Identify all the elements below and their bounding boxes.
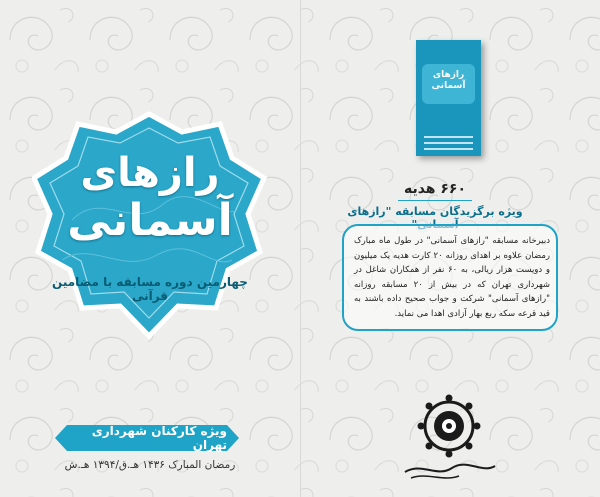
gift-count: ۶۶۰ هدیه: [403, 181, 467, 197]
book-caption-lines: [424, 136, 473, 154]
cover-date: رمضان المبارک ۱۴۳۶ هـ.ق/۱۳۹۴ هـ.ش: [64, 459, 236, 471]
cover-title: [40, 150, 260, 247]
spine-divider: [300, 0, 301, 497]
gift-divider: [398, 200, 472, 201]
book-thumbnail: [416, 40, 481, 156]
cover-subtitle: چهارمین دوره مسابقه با مضامین قرآنی: [52, 275, 248, 303]
book-title-line2: آسمانی: [431, 80, 466, 91]
book-title-line1: رازهای: [432, 70, 465, 80]
info-paragraph: دبیرخانه مسابقه "رازهای آسمانی" در طول ماه مبارک رمضان علاوه بر اهدای روزانه ۲۰ کارت هدیه یک میلیون و دویست هزار ریالی، به ۶۰ نفر از همکاران شاغل در شهرداری تهران که در بیش از ۲۰ مسابقه روزانه "رازهای آسمانی" شرکت و جواب صحیح داده باشند به قید قرعه سکه ربع بهار آزادی اهدا می نماید.: [354, 236, 551, 319]
audience-ribbon: ویژه کارکنان شهرداری تهران: [67, 425, 227, 451]
cover-title-line2: آسمانی: [67, 195, 233, 246]
book-title: [422, 70, 475, 92]
gift-subtitle: ویژه برگزیدگان مسابقه "رازهای: [347, 205, 523, 218]
cover-title-line1: رازهای: [80, 150, 220, 196]
organization-logo-icon: [397, 392, 501, 482]
